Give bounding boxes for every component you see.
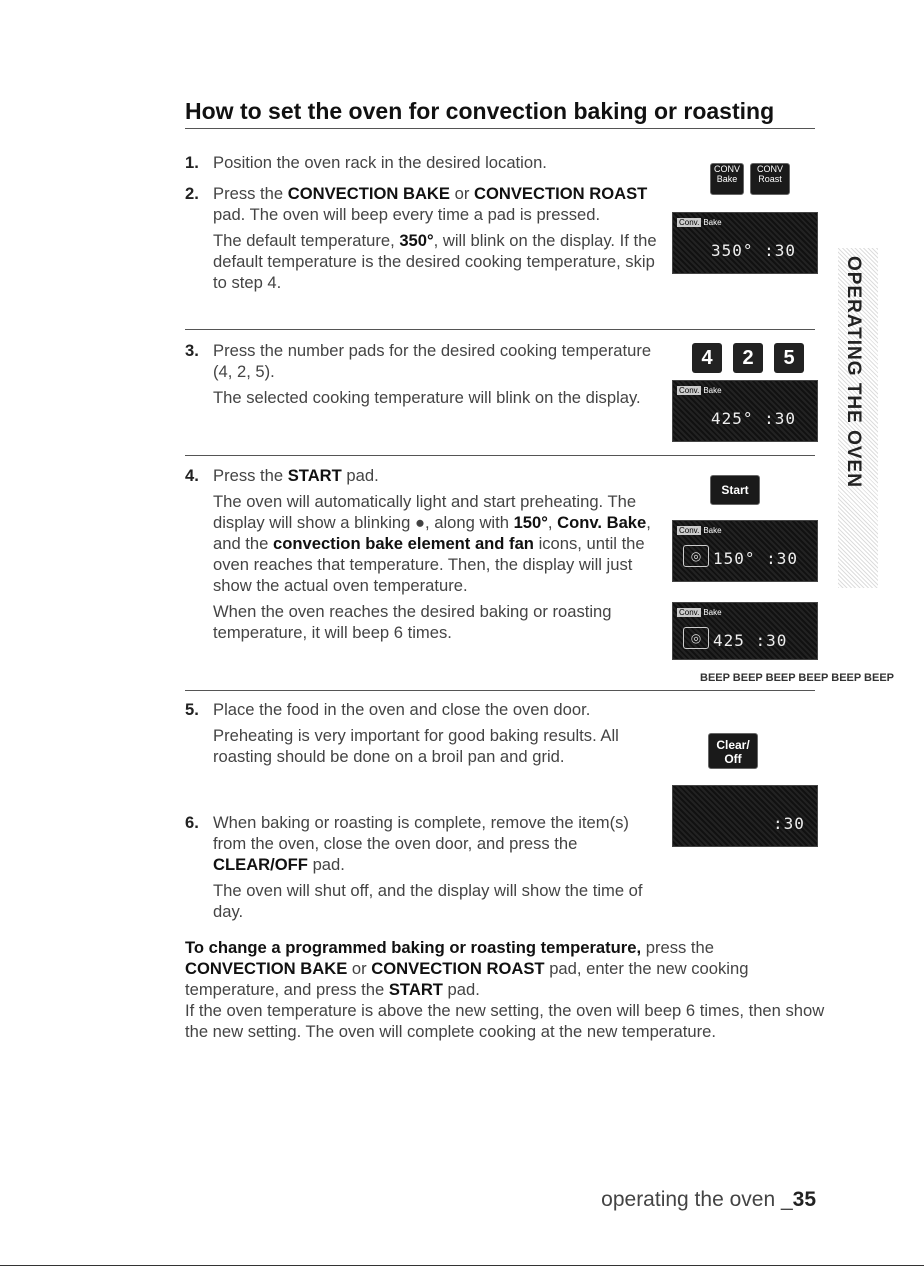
- step-text: When baking or roasting is complete, remove the item(s) from the oven, close the oven door, and press the CLEAR/OFF pad.: [213, 813, 629, 874]
- start-pad: Start: [710, 475, 760, 505]
- beep-indicator: BEEP BEEP BEEP BEEP BEEP BEEP: [700, 672, 895, 684]
- oven-display: :30: [672, 785, 818, 847]
- bottom-rule: [0, 1265, 924, 1266]
- step-2: [185, 183, 665, 298]
- step-detail: The default temperature, 350°, will blink on the display. If the default temperature is the desired cooking temperature, skip to step 4.: [213, 231, 657, 292]
- oven-display: Conv. Bake ◎ 150° :30: [672, 520, 818, 582]
- step-text: Press the CONVECTION BAKE or CONVECTION ROAST pad. The oven will beep every time a pad is pressed.: [213, 184, 648, 224]
- step-number: 1.: [185, 153, 199, 172]
- clear-off-pad: Clear/ Off: [708, 733, 758, 769]
- divider: [185, 455, 815, 456]
- step-detail: The oven will shut off, and the display will show the time of day.: [213, 881, 643, 921]
- divider: [185, 329, 815, 330]
- divider: [185, 690, 815, 691]
- step-4: [185, 465, 665, 648]
- oven-display: Conv. Bake 350° :30: [672, 212, 818, 274]
- page-title: How to set the oven for convection baking or roasting: [185, 96, 815, 129]
- page-footer: operating the oven _35: [601, 1188, 816, 1211]
- step-detail: The selected cooking temperature will blink on the display.: [213, 388, 641, 407]
- convection-bake-pad: CONV Bake: [710, 163, 744, 195]
- step-detail-2: When the oven reaches the desired baking or roasting temperature, it will beep 6 times.: [213, 602, 612, 642]
- step-detail: Preheating is very important for good baking results. All roasting should be done on a broil pan and grid.: [213, 726, 619, 766]
- note: To change a programmed baking or roasting temperature, press the CONVECTION BAKE or CONVECTION ROAST pad, enter the new cooking temperature, and press the START pad. If the oven temperature is above the new setting, the oven will beep 6 times, then show the new setting. The oven will complete cooking at the new temperature.: [185, 938, 825, 1041]
- step-3: [185, 340, 665, 413]
- step-text: Press the START pad.: [213, 466, 379, 485]
- step-number: 4.: [185, 466, 199, 485]
- step-detail: The oven will automatically light and start preheating. The display will show a blinking ●, along with 150°, Conv. Bake, and the convection bake element and fan icons, until the oven reaches that temperature. Then, the display will just show the actual oven temperature.: [213, 492, 651, 595]
- oven-display: Conv. Bake 425° :30: [672, 380, 818, 442]
- step-number: 6.: [185, 813, 199, 832]
- step-number: 5.: [185, 700, 199, 719]
- number-pad-5: 5: [774, 343, 804, 373]
- side-tab: OPERATING THE OVEN: [838, 248, 878, 588]
- fan-icon: ◎: [683, 627, 709, 649]
- step-text: Position the oven rack in the desired location.: [213, 153, 547, 172]
- step-1: [185, 152, 665, 178]
- number-pad-2: 2: [733, 343, 763, 373]
- fan-icon: ◎: [683, 545, 709, 567]
- convection-roast-pad: CONV Roast: [750, 163, 790, 195]
- step-6: [185, 812, 665, 927]
- step-number: 2.: [185, 184, 199, 203]
- step-text: Place the food in the oven and close the oven door.: [213, 700, 591, 719]
- number-pad-4: 4: [692, 343, 722, 373]
- step-number: 3.: [185, 341, 199, 360]
- step-text: Press the number pads for the desired cooking temperature (4, 2, 5).: [213, 341, 652, 381]
- step-5: [185, 699, 665, 772]
- oven-display: Conv. Bake ◎ 425 :30: [672, 602, 818, 660]
